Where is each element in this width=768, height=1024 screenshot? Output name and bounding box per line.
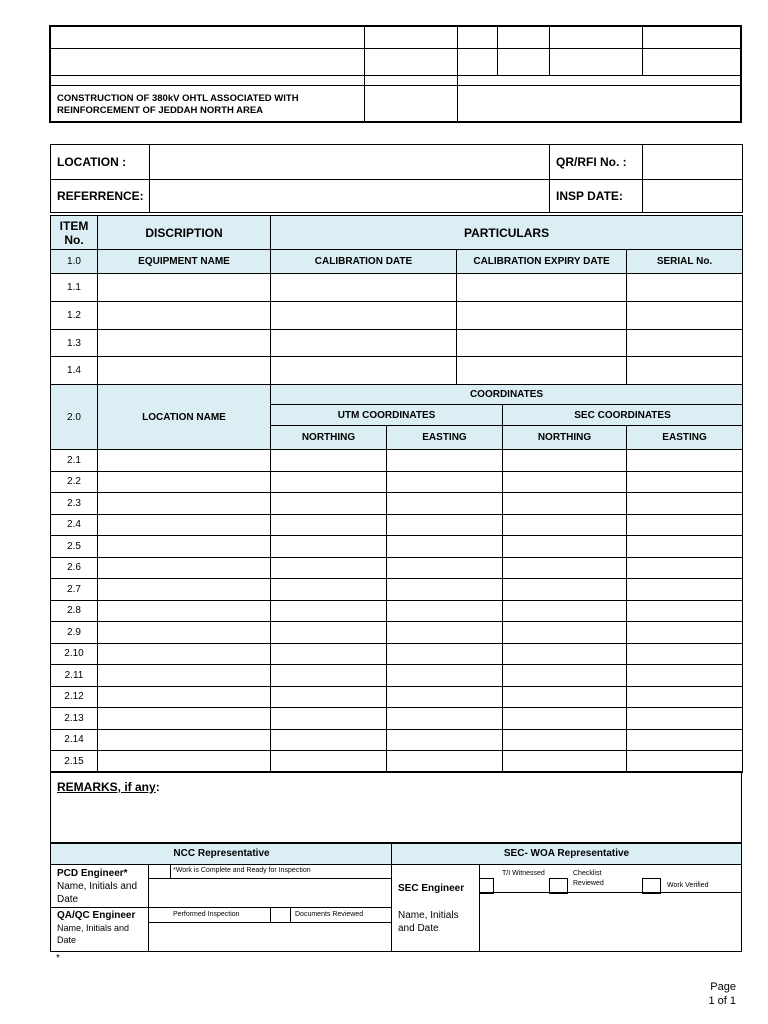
pcd-engineer-label: PCD Engineer* [57,868,128,879]
coordinates-header: COORDINATES [271,385,743,405]
description-header: DISCRIPTION [98,216,271,250]
sec-name-date-label: Name, Initials and Date [398,910,459,934]
table-row: 2.7 [51,579,743,601]
qaqc-engineer-label: QA/QC Engineer [57,910,136,921]
sec-northing-header: NORTHING [503,426,627,450]
location-name-header: LOCATION NAME [98,385,271,450]
table-row: 2.11 [51,665,743,687]
table-row: 2.13 [51,708,743,730]
table-row: 2.1 [51,450,743,472]
table-row: 2.4 [51,514,743,536]
table-row: 2.2 [51,471,743,493]
ti-witnessed-label: T/I Witnessed [502,870,545,877]
table-row: 2.6 [51,557,743,579]
table-row: 1.3 [51,330,743,357]
checklist-reviewed-label: Checklist Reviewed [573,870,604,887]
table-row: 2.8 [51,600,743,622]
utm-easting-header: EASTING [387,426,503,450]
sec-woa-representative: SEC- WOA Representative [503,848,630,859]
table-row: 2.10 [51,643,743,665]
page-number: Page 1 of 1 [708,981,736,1007]
info-table [50,144,743,213]
calibration-expiry-header: CALIBRATION EXPIRY DATE [457,250,627,274]
table-row: 2.14 [51,729,743,751]
item-no-header: ITEM No. [51,216,98,250]
reference-field[interactable] [150,180,550,213]
table-row: 1.2 [51,302,743,330]
sec-easting-header: EASTING [627,426,743,450]
equipment-name-header: EQUIPMENT NAME [98,250,271,274]
reference-label: REFERRENCE: [51,180,150,213]
table-row: 1.1 [51,274,743,302]
calibration-date-header: CALIBRATION DATE [271,250,457,274]
work-complete-label: *Work is Complete and Ready for Inspection [173,867,311,874]
pcd-name-date-label: Name, Initials and Date [57,881,138,905]
project-title: CONSTRUCTION OF 380kV OHTL ASSOCIATED WITH REINFORCEMENT OF JEDDAH NORTH AREA [57,93,299,116]
remarks-box[interactable]: REMARKS, if any: [50,771,742,843]
table-row: 2.12 [51,686,743,708]
insp-date-field[interactable] [643,180,743,213]
insp-date-label: INSP DATE: [550,180,643,213]
table-row: 2.15 [51,751,743,773]
sec-engineer-label: SEC Engineer [398,883,465,894]
utm-coordinates-header: UTM COORDINATES [271,405,503,426]
header-block [49,25,742,123]
inspection-table [50,215,743,773]
qr-rfi-field[interactable] [643,145,743,180]
table-row: 1.4 [51,357,743,385]
documents-reviewed-label: Documents Reviewed [295,911,364,918]
qaqc-name-date-label: Name, Initials and Date [57,923,130,945]
table-row: 2.3 [51,493,743,515]
location-field[interactable] [150,145,550,180]
sec-coordinates-header: SEC COORDINATES [503,405,743,426]
work-complete-checkbox[interactable] [148,864,171,879]
table-row: 2.9 [51,622,743,644]
performed-inspection-checkbox[interactable] [270,907,291,923]
performed-inspection-label: Performed Inspection [173,911,240,918]
table-row: 2.5 [51,536,743,558]
section-2-number: 2.0 [51,385,98,450]
ncc-representative: NCC Representative [173,848,270,859]
section-1-number: 1.0 [51,250,98,274]
utm-northing-header: NORTHING [271,426,387,450]
footnote-marker: * [56,953,60,964]
remarks-label: REMARKS, if any [57,780,156,794]
work-verified-label: Work Verified [667,882,709,889]
signoff-block [50,843,742,952]
particulars-header: PARTICULARS [271,216,743,250]
qr-rfi-label: QR/RFI No. : [550,145,643,180]
location-label: LOCATION : [51,145,150,180]
serial-no-header: SERIAL No. [627,250,743,274]
